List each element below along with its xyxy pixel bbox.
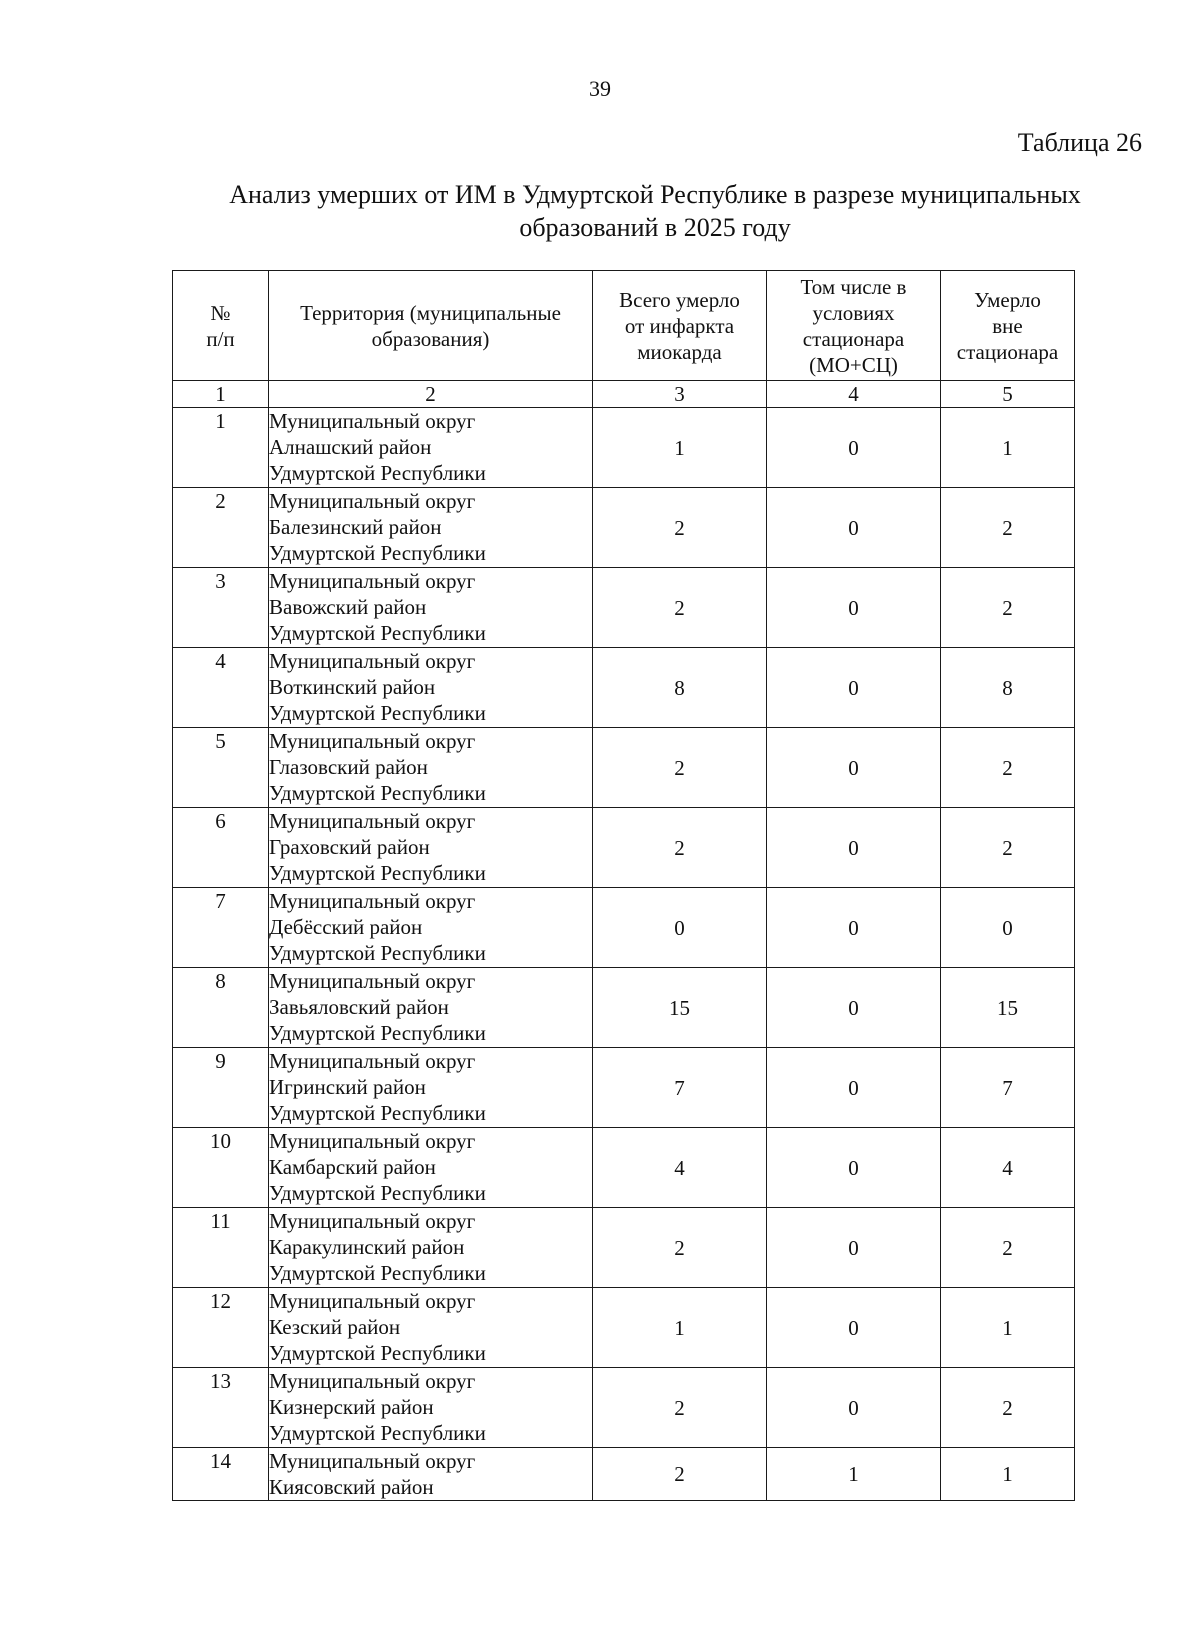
header-line: (МО+СЦ) [809, 352, 898, 377]
row-number-cell: 3 [173, 568, 269, 648]
outside-hospital-cell: 15 [941, 968, 1075, 1048]
in-hospital-cell: 0 [767, 1048, 941, 1128]
column-number: 4 [767, 381, 941, 408]
mortality-table [172, 270, 1075, 1501]
in-hospital-cell: 1 [767, 1448, 941, 1501]
territory-cell [269, 408, 593, 488]
territory-cell [269, 1288, 593, 1368]
territory-line: Муниципальный округ [269, 889, 476, 913]
total-deaths-cell: 1 [593, 1288, 767, 1368]
row-number-cell: 7 [173, 888, 269, 968]
territory-line: Муниципальный округ [269, 1049, 476, 1073]
territory-line: Воткинский район [269, 675, 436, 699]
territory-line: Муниципальный округ [269, 569, 476, 593]
table-row [173, 1448, 1075, 1501]
row-number-cell: 8 [173, 968, 269, 1048]
outside-hospital-cell: 7 [941, 1048, 1075, 1128]
total-deaths-cell: 2 [593, 1208, 767, 1288]
outside-hospital-cell: 2 [941, 808, 1075, 888]
column-number: 2 [269, 381, 593, 408]
table-body [173, 271, 1075, 1501]
territory-cell [269, 1448, 593, 1501]
outside-hospital-cell: 2 [941, 568, 1075, 648]
title-line: Анализ умерших от ИМ в Удмуртской Республике в разрезе муниципальных [229, 180, 1081, 209]
territory-cell [269, 888, 593, 968]
header-line: стационара [802, 326, 905, 351]
in-hospital-cell: 0 [767, 1288, 941, 1368]
column-number: 5 [941, 381, 1075, 408]
row-number-cell: 9 [173, 1048, 269, 1128]
column-number: 3 [593, 381, 767, 408]
territory-cell [269, 968, 593, 1048]
territory-cell [269, 568, 593, 648]
territory-cell [269, 1128, 593, 1208]
table-row [173, 808, 1075, 888]
total-deaths-cell: 2 [593, 568, 767, 648]
territory-cell [269, 808, 593, 888]
territory-line: Балезинский район [269, 515, 442, 539]
header-line: № [210, 300, 231, 325]
total-deaths-cell: 15 [593, 968, 767, 1048]
table-row [173, 1208, 1075, 1288]
in-hospital-cell: 0 [767, 488, 941, 568]
row-number-cell: 4 [173, 648, 269, 728]
page-number: 39 [589, 76, 611, 101]
table-row [173, 648, 1075, 728]
header-line: Том числе в [800, 274, 907, 299]
territory-line: Муниципальный округ [269, 649, 476, 673]
total-deaths-cell: 7 [593, 1048, 767, 1128]
header-row [173, 271, 1075, 381]
outside-hospital-cell: 0 [941, 888, 1075, 968]
territory-line: Муниципальный округ [269, 729, 476, 753]
table-row [173, 1288, 1075, 1368]
territory-line: Вавожский район [269, 595, 427, 619]
territory-cell [269, 728, 593, 808]
total-deaths-cell: 0 [593, 888, 767, 968]
total-deaths-cell: 2 [593, 808, 767, 888]
territory-line: Завьяловский район [269, 995, 449, 1019]
territory-cell [269, 648, 593, 728]
territory-line: Камбарский район [269, 1155, 436, 1179]
header-cell-total [593, 271, 767, 381]
territory-line: Удмуртской Республики [269, 1021, 486, 1045]
column-number: 1 [173, 381, 269, 408]
in-hospital-cell: 0 [767, 888, 941, 968]
header-line: миокарда [637, 339, 722, 364]
header-line: вне [992, 313, 1023, 338]
territory-line: Муниципальный округ [269, 489, 476, 513]
territory-line: Удмуртской Республики [269, 781, 486, 805]
territory-line: Муниципальный округ [269, 1449, 476, 1473]
in-hospital-cell: 0 [767, 1208, 941, 1288]
territory-cell [269, 1048, 593, 1128]
table-row [173, 968, 1075, 1048]
table-row [173, 488, 1075, 568]
total-deaths-cell: 2 [593, 1448, 767, 1501]
table-row [173, 728, 1075, 808]
header-line: от инфаркта [624, 313, 735, 338]
header-cell-outside [941, 271, 1075, 381]
territory-line: Удмуртской Республики [269, 1101, 486, 1125]
territory-line: Удмуртской Республики [269, 701, 486, 725]
outside-hospital-cell: 2 [941, 1208, 1075, 1288]
territory-line: Муниципальный округ [269, 1129, 476, 1153]
outside-hospital-cell: 4 [941, 1128, 1075, 1208]
territory-line: Удмуртской Республики [269, 1181, 486, 1205]
territory-line: Игринский район [269, 1075, 426, 1099]
row-number-cell: 12 [173, 1288, 269, 1368]
table-label: Таблица 26 [1017, 128, 1142, 157]
territory-line: Муниципальный округ [269, 1289, 476, 1313]
territory-cell [269, 488, 593, 568]
header-cell-territory [269, 271, 593, 381]
in-hospital-cell: 0 [767, 968, 941, 1048]
row-number-cell: 5 [173, 728, 269, 808]
outside-hospital-cell: 8 [941, 648, 1075, 728]
table-row [173, 1048, 1075, 1128]
header-cell-in-hospital [767, 271, 941, 381]
in-hospital-cell: 0 [767, 648, 941, 728]
territory-cell [269, 1208, 593, 1288]
outside-hospital-cell: 2 [941, 728, 1075, 808]
total-deaths-cell: 4 [593, 1128, 767, 1208]
territory-line: Киясовский район [269, 1475, 434, 1499]
table-row [173, 1368, 1075, 1448]
header-line: Умерло [974, 287, 1041, 312]
header-line: условиях [812, 300, 895, 325]
table-row [173, 568, 1075, 648]
row-number-cell: 11 [173, 1208, 269, 1288]
total-deaths-cell: 2 [593, 1368, 767, 1448]
row-number-cell: 14 [173, 1448, 269, 1501]
total-deaths-cell: 2 [593, 728, 767, 808]
territory-line: Кизнерский район [269, 1395, 434, 1419]
title-line: образований в 2025 году [519, 213, 791, 242]
territory-line: Каракулинский район [269, 1235, 465, 1259]
header-cell-number [173, 271, 269, 381]
header-line: Территория (муниципальные [300, 300, 561, 325]
table-row [173, 888, 1075, 968]
row-number-cell: 10 [173, 1128, 269, 1208]
territory-line: Удмуртской Республики [269, 941, 486, 965]
total-deaths-cell: 8 [593, 648, 767, 728]
territory-line: Удмуртской Республики [269, 1421, 486, 1445]
territory-line: Удмуртской Республики [269, 1261, 486, 1285]
territory-line: Глазовский район [269, 755, 428, 779]
in-hospital-cell: 0 [767, 728, 941, 808]
header-line: Всего умерло [619, 287, 740, 312]
territory-line: Граховский район [269, 835, 430, 859]
territory-line: Удмуртской Республики [269, 1341, 486, 1365]
row-number-cell: 1 [173, 408, 269, 488]
row-number-cell: 2 [173, 488, 269, 568]
column-number-row [173, 381, 1075, 408]
document-title [190, 178, 1120, 244]
territory-line: Муниципальный округ [269, 409, 476, 433]
territory-cell [269, 1368, 593, 1448]
territory-line: Дебёсский район [269, 915, 423, 939]
outside-hospital-cell: 2 [941, 1368, 1075, 1448]
territory-line: Муниципальный округ [269, 809, 476, 833]
territory-line: Удмуртской Республики [269, 861, 486, 885]
in-hospital-cell: 0 [767, 1368, 941, 1448]
header-line: образования) [371, 326, 490, 351]
in-hospital-cell: 0 [767, 808, 941, 888]
row-number-cell: 6 [173, 808, 269, 888]
outside-hospital-cell: 1 [941, 1288, 1075, 1368]
territory-line: Кезский район [269, 1315, 401, 1339]
territory-line: Удмуртской Республики [269, 621, 486, 645]
total-deaths-cell: 2 [593, 488, 767, 568]
row-number-cell: 13 [173, 1368, 269, 1448]
territory-line: Алнашский район [269, 435, 432, 459]
in-hospital-cell: 0 [767, 1128, 941, 1208]
territory-line: Удмуртской Республики [269, 461, 486, 485]
table-row [173, 1128, 1075, 1208]
territory-line: Муниципальный округ [269, 1209, 476, 1233]
territory-line: Муниципальный округ [269, 1369, 476, 1393]
header-line: п/п [206, 326, 235, 351]
in-hospital-cell: 0 [767, 408, 941, 488]
territory-line: Удмуртской Республики [269, 541, 486, 565]
table-row [173, 408, 1075, 488]
territory-line: Муниципальный округ [269, 969, 476, 993]
header-line: стационара [956, 339, 1059, 364]
in-hospital-cell: 0 [767, 568, 941, 648]
outside-hospital-cell: 1 [941, 408, 1075, 488]
outside-hospital-cell: 1 [941, 1448, 1075, 1501]
total-deaths-cell: 1 [593, 408, 767, 488]
outside-hospital-cell: 2 [941, 488, 1075, 568]
